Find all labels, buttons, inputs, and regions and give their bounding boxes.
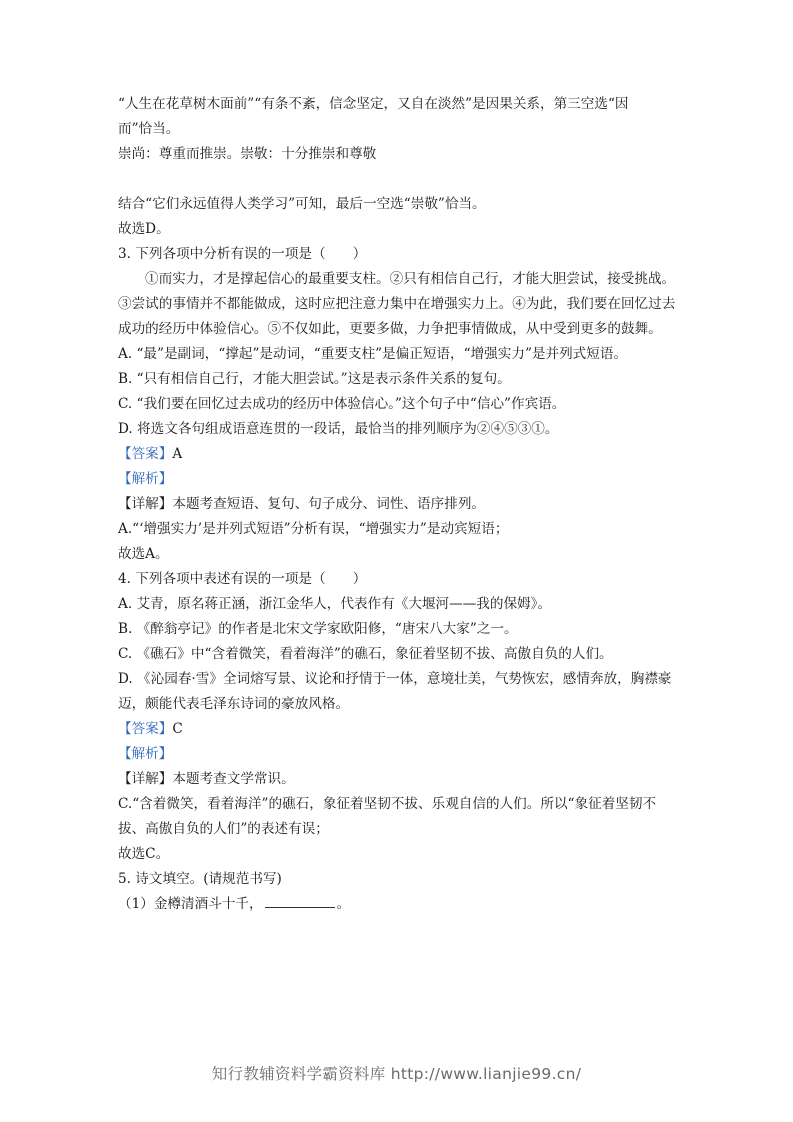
question-3-passage: ①而实力，才是撑起信心的最重要支柱。②只有相信自己行，才能大胆尝试，接受挑战。③尝试的事情并不都能做成，这时应把注意力集中在增强实力上。④为此，我们要在回忆过去成功的经历中体验信心。⑤不仅如此，更要多做，力争把事情做成，从中受到更多的鼓舞。 [118, 271, 676, 337]
question-3-option-a: A. “最”是副词，“撑起”是动词，“重要支柱”是偏正短语，“增强实力”是并列式短语。 [118, 346, 628, 362]
detail-tag: 【详解】 [118, 496, 173, 512]
text-line: “人生在花草树木面前”“有条不紊，信念坚定，又自在淡然”是因果关系，第三空选“因 [118, 96, 629, 112]
question-3-analysis [118, 467, 676, 492]
fill-in-blank [265, 893, 335, 908]
question-4-detail [118, 767, 676, 792]
text-line: 结合“它们永远值得人类学习”可知，最后一空选“崇敬”恰当。 [118, 196, 486, 212]
analysis-tag: 【解析】 [118, 471, 173, 487]
question-3-option-b: B. “只有相信自己行，才能大胆尝试。”这是表示条件关系的复句。 [118, 371, 511, 387]
answer-value: C [172, 721, 183, 737]
question-4-answer [118, 717, 676, 742]
question-3-choose: 故选A。 [118, 546, 169, 562]
question-3-option-d: D. 将选文各句组成语意连贯的一段话，最恰当的排列顺序为②④⑤③①。 [118, 421, 559, 437]
question-3-detail [118, 492, 676, 517]
detail-text: 本题考查短语、复句、句子成分、词性、语序排列。 [172, 496, 486, 512]
question-4-choose: 故选C。 [118, 846, 170, 862]
answer-value: A [172, 446, 183, 462]
analysis-tag: 【解析】 [118, 746, 173, 762]
question-5-item-1 [118, 892, 676, 917]
text-line: 而”恰当。 [118, 121, 180, 137]
text-line: 崇尚：尊重而推崇。崇敬：十分推崇和尊敬 [118, 146, 377, 162]
detail-text: 本题考查文学常识。 [172, 771, 295, 787]
document-body [118, 92, 676, 917]
footer-watermark: 知行教辅资料学霸资料库 http://www.lianjie99.cn/ [211, 1065, 582, 1083]
question-4-explanation: C.“含着微笑，看着海洋”的礁石，象征着坚韧不拔、乐观自信的人们。所以“象征着坚韧不拔、高傲自负的人们”的表述有误； [118, 796, 657, 837]
question-4-analysis [118, 742, 676, 767]
item-text: （1）金樽清酒斗十千， [118, 896, 263, 912]
question-3-option-c: C. “我们要在回忆过去成功的经历中体验信心。”这个句子中“信心”作宾语。 [118, 396, 566, 412]
question-3-explanation: A.“‘增强实力’是并列式短语”分析有误，“增强实力”是动宾短语； [118, 521, 509, 537]
question-4-option-a: A. 艾青，原名蒋正涵，浙江金华人，代表作有《大堰河——我的保姆》。 [118, 596, 552, 612]
answer-tag: 【答案】 [118, 721, 173, 737]
question-3-answer [118, 442, 676, 467]
detail-tag: 【详解】 [118, 771, 173, 787]
question-3-stem: 3. 下列各项中分析有误的一项是（ ） [118, 246, 367, 262]
question-4-option-c: C. 《礁石》中“含着微笑，看着海洋”的礁石，象征着坚韧不拔、高傲自负的人们。 [118, 646, 613, 662]
question-4-option-d: D. 《沁园春·雪》全词熔写景、议论和抒情于一体，意境壮美，气势恢宏，感情奔放，胸襟豪迈，颇能代表毛泽东诗词的豪放风格。 [118, 671, 672, 712]
text-line: 故选D。 [118, 221, 170, 237]
answer-tag: 【答案】 [118, 446, 173, 462]
question-4-option-b: B. 《醉翁亭记》的作者是北宋文学家欧阳修，“唐宋八大家”之一。 [118, 621, 518, 637]
item-end: 。 [336, 896, 351, 912]
question-4-stem: 4. 下列各项中表述有误的一项是（ ） [118, 571, 367, 587]
question-5-stem: 5. 诗文填空。(请规范书写) [118, 871, 282, 887]
